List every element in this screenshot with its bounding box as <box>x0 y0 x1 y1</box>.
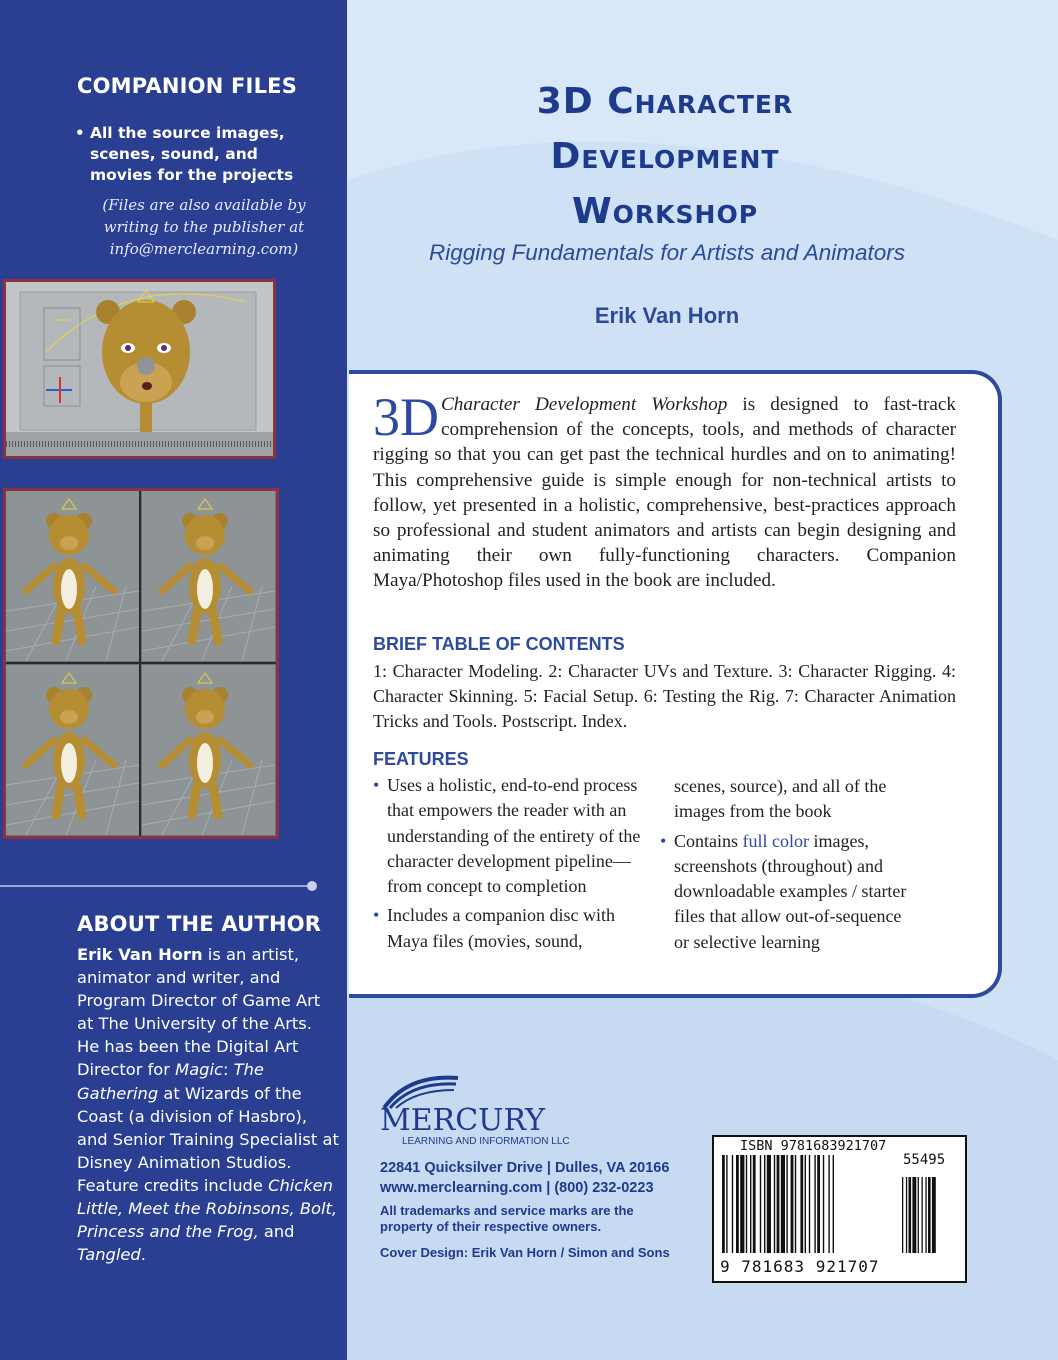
feature-item-3a: Contains <box>674 830 743 851</box>
toc-text: 1: Character Modeling. 2: Character UVs and Texture. 3: Character Rigging. 4: Character Skinning. 5: Facial Setup. 6: Testing the Rig. 7: Character Animation Tricks and Tools. Postscript. Index. <box>373 661 956 731</box>
description-body: is designed to fast-track comprehension of the concepts, tools, and methods of character rigging so that you can get past the technical hurdles and on to animating! This comprehensive guide is simple enough for non-technical artists to follow, yet presented in a holistic, comprehensive, best-practices approach so professional and student animators and artists can begin designing and animating their own fully-functioning characters. Companion Maya/Photoshop files used in the book are included. <box>373 394 956 592</box>
logo-sub-text: LEARNING AND INFORMATION LLC <box>402 1136 570 1147</box>
title-line-2: Development <box>550 136 780 177</box>
barcode-bar <box>805 1155 806 1253</box>
face-rig-screenshot <box>3 279 276 459</box>
publisher-address <box>380 1158 669 1198</box>
book-title <box>350 74 980 239</box>
price-code-text: 55495 <box>903 1152 946 1168</box>
logo-name-text: MERCURY <box>380 1103 545 1138</box>
feature-item <box>373 773 641 899</box>
title-line-1: 3D Character <box>536 81 794 122</box>
barcode-bar <box>736 1155 739 1253</box>
mercury-logo <box>378 1072 578 1152</box>
barcode-bar <box>764 1155 765 1253</box>
barcode-bar <box>932 1177 936 1253</box>
book-subtitle: Rigging Fundamentals for Artists and Animators <box>428 240 906 265</box>
barcode-bar <box>817 1155 820 1253</box>
barcode-bar <box>722 1155 725 1253</box>
companion-files-text: All the source images, scenes, sound, and movies for the projects <box>90 124 294 184</box>
barcode-bar <box>777 1155 780 1253</box>
author-bio-part1: is an artist, animator and writer, and Program Director of Game Art at The University of the Arts. He has been the Digital Art Director for <box>77 945 321 1080</box>
viewport-screenshots <box>3 488 279 839</box>
feature-item-2-cont: scenes, source), and all of the images from the book <box>674 776 887 822</box>
barcode-bar <box>774 1155 775 1253</box>
barcode-bar <box>795 1155 796 1253</box>
feature-item-1: Uses a holistic, end-to-end process that empowers the reader with an understanding of the entirety of the character development pipeline—from concept to completion <box>387 775 641 897</box>
barcode-bar <box>753 1155 756 1253</box>
barcode-bar <box>918 1177 919 1253</box>
author-bio-credits: Chicken Little, Meet the Robinsons, Bolt, Princess and the Frog, <box>77 1175 338 1242</box>
barcode-bar <box>909 1177 912 1253</box>
feature-item-2: Includes a companion disc with Maya files (movies, sound, <box>387 905 615 951</box>
barcode-bar <box>906 1177 907 1253</box>
feature-item-3b: images, screenshots (throughout) and downloadable examples / starter files that allow out-of-sequence or selective learning <box>674 830 907 952</box>
title-line-3: Workshop <box>571 191 759 232</box>
cover-design-credit: Cover Design: Erik Van Horn / Simon and Sons <box>380 1245 670 1260</box>
ean-text: 9 781683 921707 <box>720 1257 880 1276</box>
barcode-bar <box>800 1155 803 1253</box>
barcode-bar <box>786 1155 787 1253</box>
barcode-bar <box>814 1155 815 1253</box>
book-author: Erik Van Horn <box>594 303 740 328</box>
companion-files-heading: COMPANION FILES <box>77 74 298 98</box>
barcode-bar <box>726 1155 727 1253</box>
barcode-bar <box>740 1155 744 1253</box>
author-bio-colon: : <box>222 1060 234 1080</box>
author-bio <box>77 943 339 1266</box>
publisher-contact: www.merclearning.com | (800) 232-0223 <box>380 1180 654 1196</box>
drop-cap: 3D <box>373 387 439 447</box>
barcode-bar <box>902 1177 903 1253</box>
author-bio-and: and <box>258 1222 295 1242</box>
barcode-bar <box>791 1155 794 1253</box>
barcode-bar <box>732 1155 733 1253</box>
left-panel <box>0 0 347 1360</box>
author-bio-name: Erik Van Horn <box>77 945 203 964</box>
features-column-1 <box>373 773 641 958</box>
barcode-bars <box>720 1155 960 1255</box>
description-text <box>373 387 956 594</box>
author-bio-gathering: The Gathering <box>77 1060 264 1103</box>
barcode-bar <box>823 1155 824 1253</box>
barcode-bar <box>767 1155 771 1253</box>
feature-item <box>373 903 641 954</box>
barcode-bar <box>833 1155 834 1253</box>
author-bio-part2: at Wizards of the Coast (a division of Hasbro), and Senior Training Specialist at Disney Animation Studios. Feature credits include <box>77 1083 339 1195</box>
bullet-icon: • <box>660 830 667 851</box>
trademark-notice: All trademarks and service marks are the property of their respective owners. <box>380 1203 634 1234</box>
barcode-bar <box>925 1177 926 1253</box>
barcode-bar <box>928 1177 931 1253</box>
about-author-heading: ABOUT THE AUTHOR <box>77 912 322 936</box>
barcode-bar <box>912 1177 916 1253</box>
author-bio-tangled: Tangled <box>77 1245 141 1265</box>
barcode-bar <box>746 1155 747 1253</box>
author-bio-magic: Magic <box>175 1060 223 1080</box>
divider-dot-icon <box>307 881 317 891</box>
feature-item-3-highlight: full color <box>742 830 809 851</box>
barcode-bar <box>781 1155 785 1253</box>
barcode-bar <box>760 1155 761 1253</box>
toc-heading: BRIEF TABLE OF CONTENTS <box>373 634 625 654</box>
bullet-icon: • <box>373 775 380 795</box>
isbn-text: ISBN 9781683921707 <box>740 1138 887 1154</box>
bullet-icon: • <box>75 124 85 142</box>
publisher-street: 22841 Quicksilver Drive | Dulles, VA 20166 <box>380 1160 670 1176</box>
description-title: Character Development Workshop <box>441 394 728 415</box>
barcode-bar <box>922 1177 923 1253</box>
features-column-2 <box>660 774 960 959</box>
companion-files-bullet <box>75 123 325 186</box>
author-bio-end: . <box>140 1245 146 1265</box>
feature-item <box>660 829 914 955</box>
barcode-bar <box>828 1155 829 1253</box>
barcode-bar <box>750 1155 751 1253</box>
section-divider <box>0 885 312 887</box>
barcode-bar <box>809 1155 810 1253</box>
companion-files-note: (Files are also available by writing to the publisher at info@merclearning.com) <box>102 196 306 258</box>
bullet-icon: • <box>373 905 380 926</box>
features-heading: FEATURES <box>373 749 469 769</box>
